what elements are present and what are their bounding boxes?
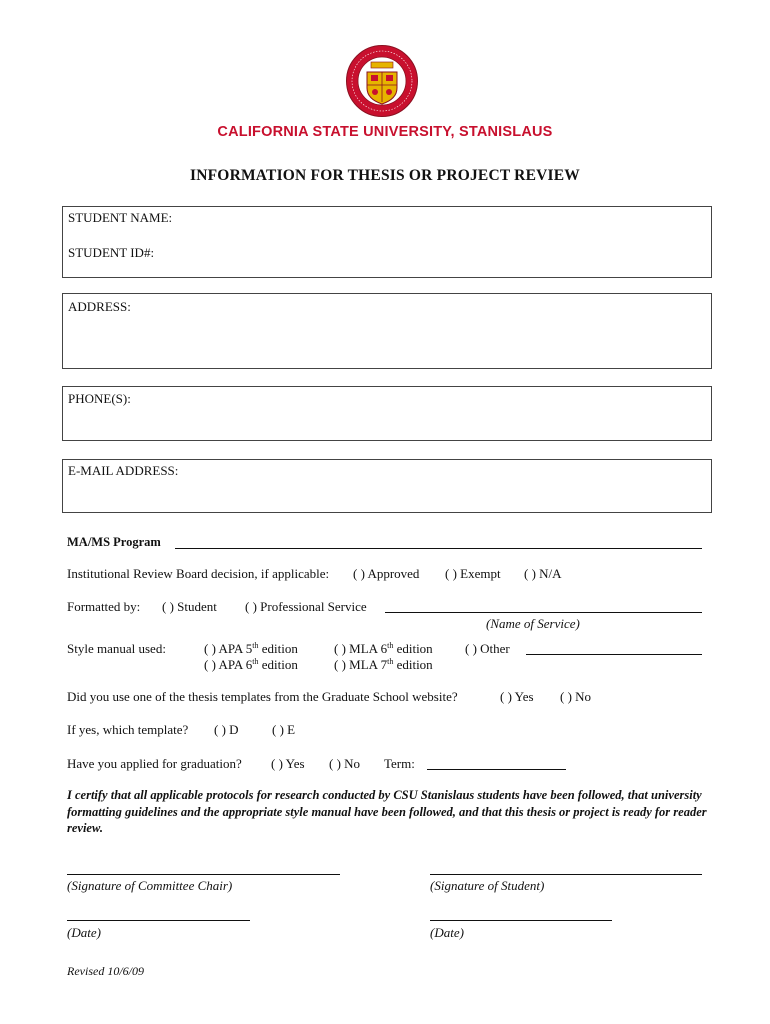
student-date-line[interactable] bbox=[430, 920, 612, 921]
program-label: MA/MS Program bbox=[67, 535, 161, 549]
templates-yes-option[interactable]: ( ) Yes bbox=[500, 689, 534, 704]
formatted-service-option[interactable]: ( ) Professional Service bbox=[245, 599, 367, 614]
apa6-sup: th bbox=[252, 657, 259, 666]
term-line[interactable] bbox=[427, 769, 566, 770]
apa6-text: ( ) APA 6 bbox=[204, 657, 253, 672]
irb-exempt-option[interactable]: ( ) Exempt bbox=[445, 566, 501, 581]
apa6-suffix: edition bbox=[258, 657, 298, 672]
mla6-sup: th bbox=[387, 641, 394, 650]
graduation-question: Have you applied for graduation? bbox=[67, 756, 242, 771]
university-name: CALIFORNIA STATE UNIVERSITY, STANISLAUS bbox=[217, 124, 553, 140]
mla7-option[interactable] bbox=[334, 657, 433, 673]
templates-no-option[interactable]: ( ) No bbox=[560, 689, 592, 704]
formatted-student-option[interactable]: ( ) Student bbox=[162, 599, 217, 614]
graduation-no-option[interactable]: ( ) No bbox=[329, 756, 361, 771]
university-seal-logo bbox=[345, 44, 419, 118]
chair-date-line[interactable] bbox=[67, 920, 250, 921]
student-name-label: STUDENT NAME: bbox=[68, 210, 173, 225]
student-info-box[interactable] bbox=[62, 206, 712, 278]
style-other-line[interactable] bbox=[526, 654, 702, 655]
address-box[interactable] bbox=[62, 293, 712, 369]
student-signature-caption: (Signature of Student) bbox=[430, 878, 545, 893]
irb-na-option[interactable]: ( ) N/A bbox=[524, 566, 562, 581]
mla7-text: ( ) MLA 7 bbox=[334, 657, 388, 672]
revised-date: Revised 10/6/09 bbox=[67, 964, 144, 978]
apa6-option[interactable] bbox=[204, 657, 298, 673]
irb-approved-option[interactable]: ( ) Approved bbox=[353, 566, 420, 581]
chair-signature-line[interactable] bbox=[67, 874, 340, 875]
formatted-by-label: Formatted by: bbox=[67, 599, 141, 614]
mla6-text: ( ) MLA 6 bbox=[334, 641, 388, 656]
phone-label: PHONE(S): bbox=[68, 391, 131, 406]
apa5-option[interactable] bbox=[204, 641, 298, 657]
graduation-yes-option[interactable]: ( ) Yes bbox=[271, 756, 305, 771]
term-label: Term: bbox=[384, 756, 415, 771]
style-manual-label: Style manual used: bbox=[67, 641, 166, 656]
service-name-line[interactable] bbox=[385, 612, 702, 613]
which-template-question: If yes, which template? bbox=[67, 722, 189, 737]
mla7-sup: th bbox=[387, 657, 394, 666]
chair-signature-caption: (Signature of Committee Chair) bbox=[67, 878, 233, 893]
irb-label: Institutional Review Board decision, if applicable: bbox=[67, 566, 330, 581]
style-other-option[interactable]: ( ) Other bbox=[465, 641, 510, 656]
apa5-suffix: edition bbox=[258, 641, 298, 656]
student-date-caption: (Date) bbox=[430, 925, 464, 940]
address-label: ADDRESS: bbox=[68, 299, 131, 314]
apa5-text: ( ) APA 5 bbox=[204, 641, 253, 656]
mla6-option[interactable] bbox=[334, 641, 433, 657]
apa5-sup: th bbox=[252, 641, 259, 650]
mla7-suffix: edition bbox=[393, 657, 433, 672]
templates-question: Did you use one of the thesis templates from the Graduate School website? bbox=[67, 689, 458, 704]
template-d-option[interactable]: ( ) D bbox=[214, 722, 239, 737]
program-line[interactable] bbox=[175, 548, 702, 549]
service-name-caption: (Name of Service) bbox=[486, 616, 580, 631]
student-signature-line[interactable] bbox=[430, 874, 702, 875]
certification-statement: I certify that all applicable protocols for research conducted by CSU Stanislaus students have been followed, that university formatting guidelines and the appropriate style manual have been followed, and that this thesis or project is ready for reader review. bbox=[67, 788, 707, 835]
template-e-option[interactable]: ( ) E bbox=[272, 722, 296, 737]
phone-box[interactable] bbox=[62, 386, 712, 441]
email-label: E-MAIL ADDRESS: bbox=[68, 463, 179, 478]
email-box[interactable] bbox=[62, 459, 712, 513]
mla6-suffix: edition bbox=[393, 641, 433, 656]
form-title: INFORMATION FOR THESIS OR PROJECT REVIEW bbox=[190, 167, 580, 184]
chair-date-caption: (Date) bbox=[67, 925, 101, 940]
student-id-label: STUDENT ID#: bbox=[68, 245, 155, 260]
